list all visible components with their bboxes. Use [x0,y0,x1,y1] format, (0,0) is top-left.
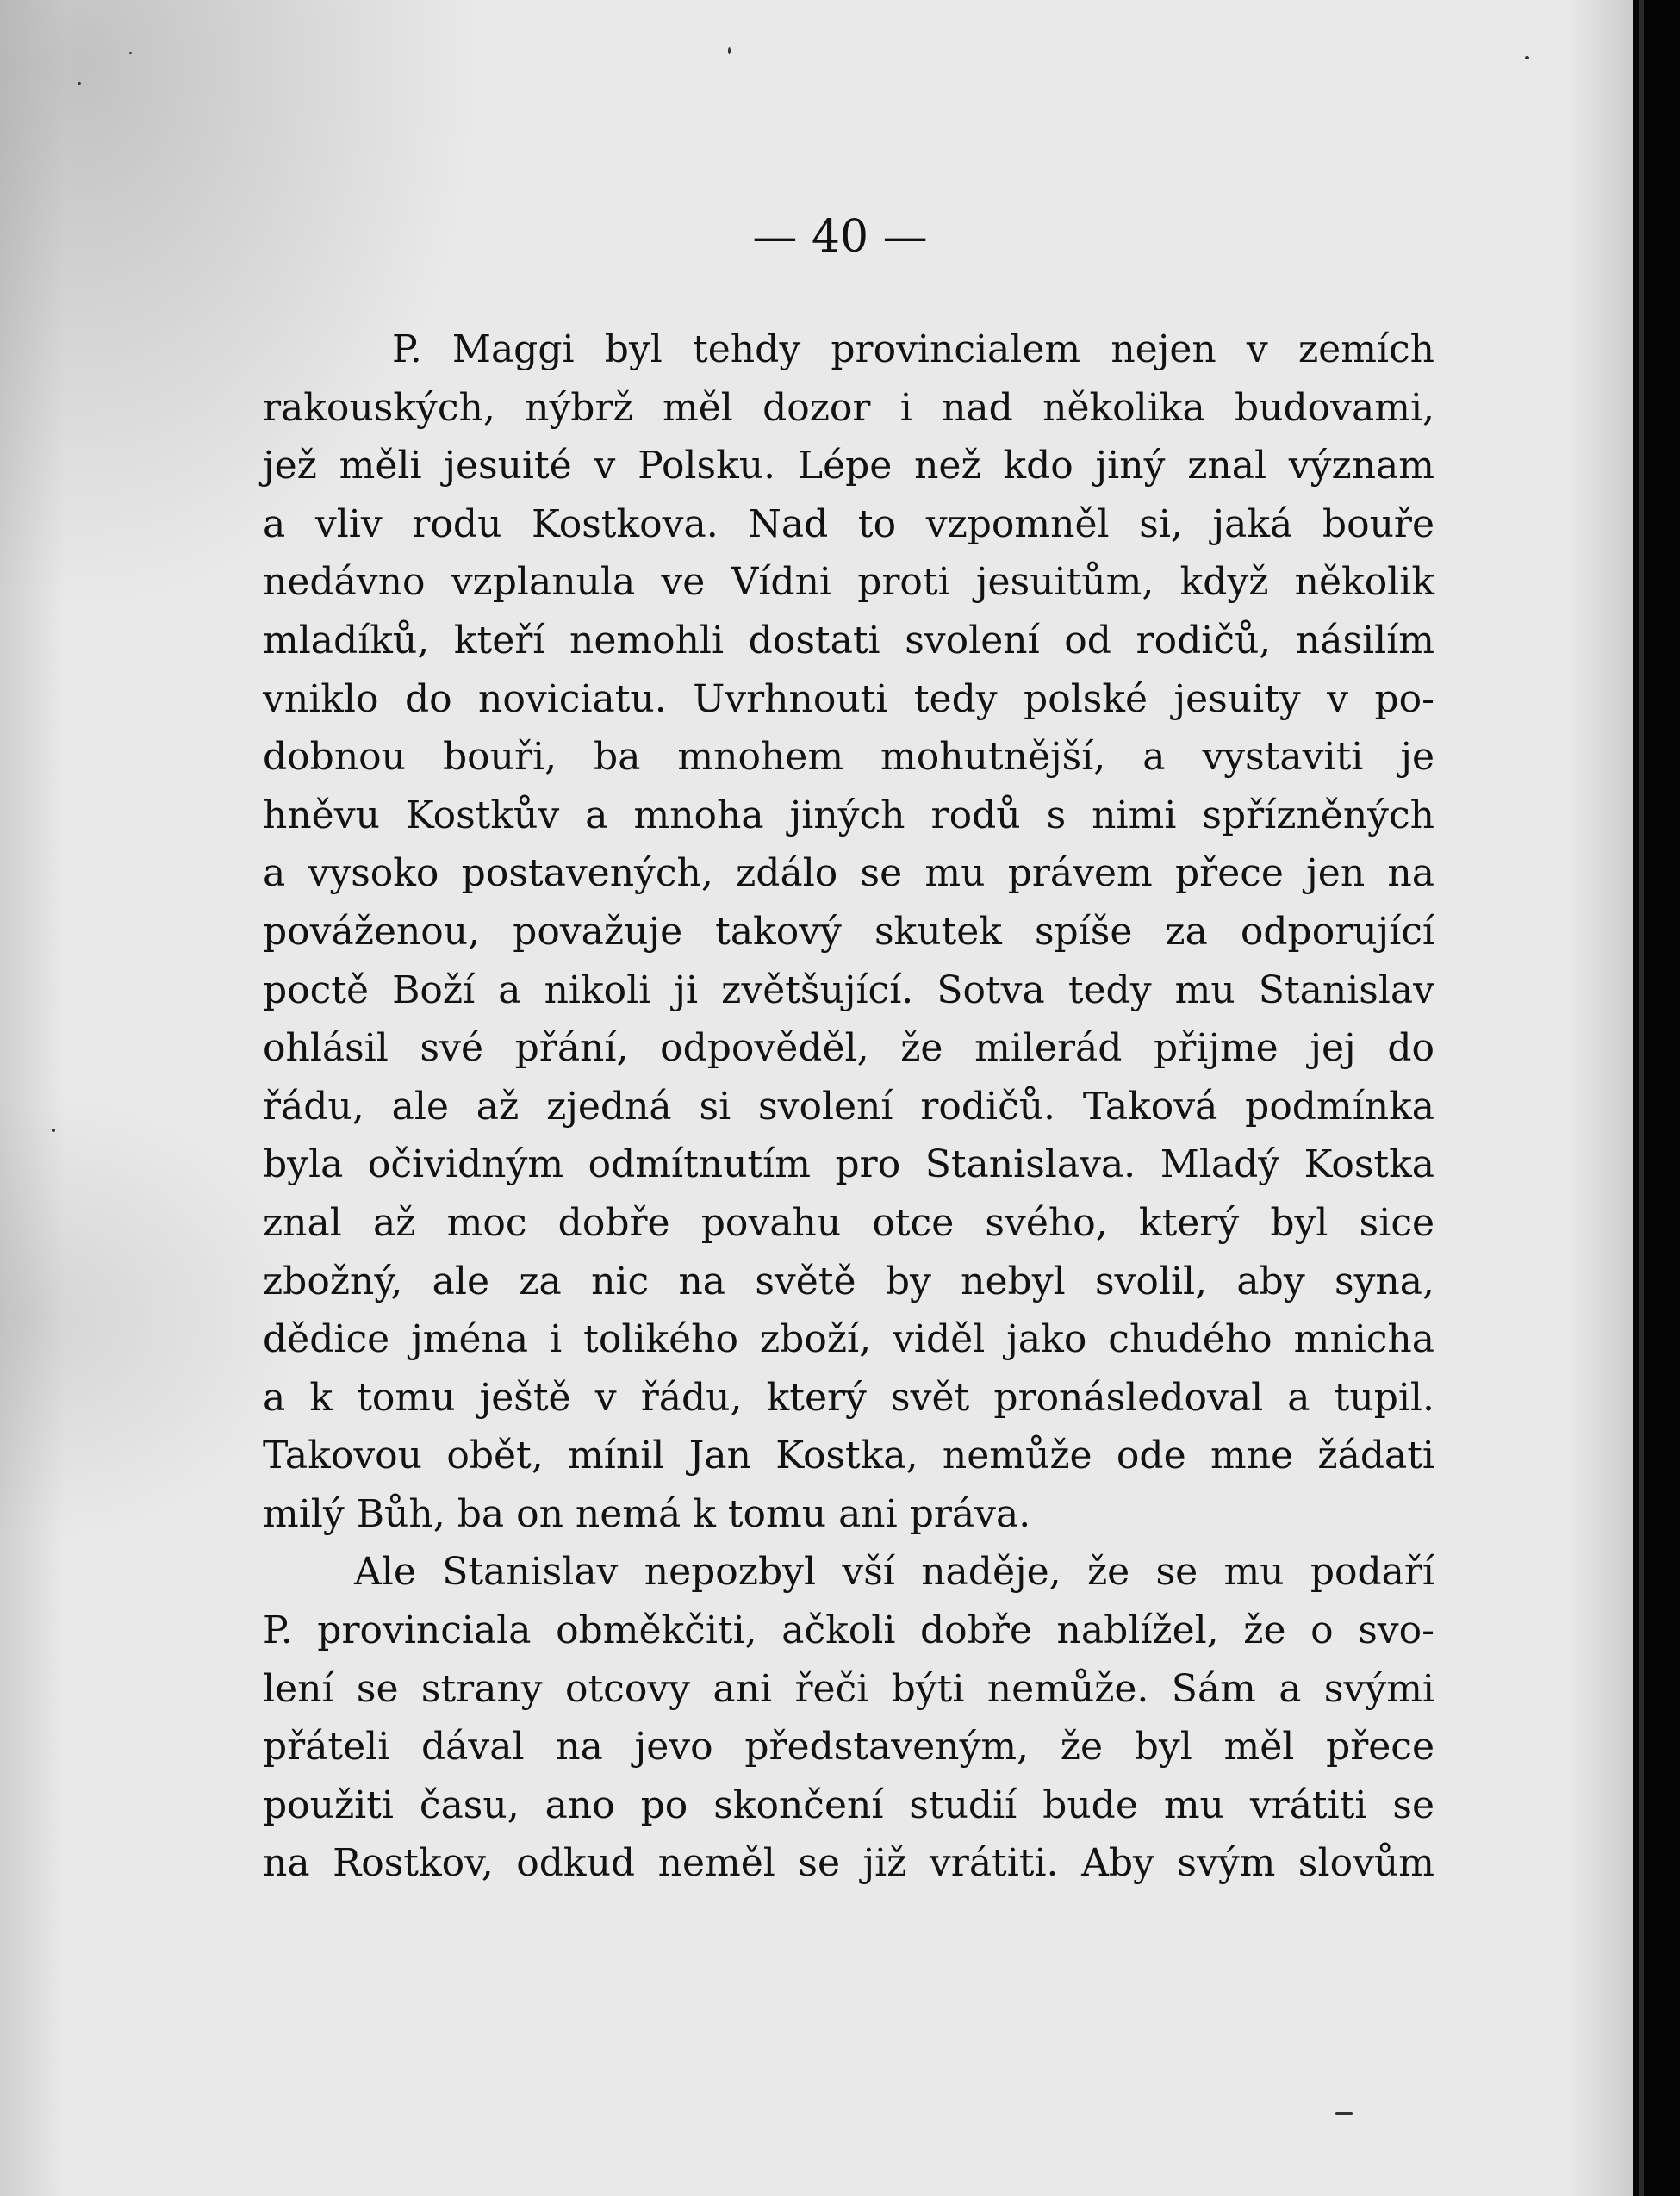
page-edge [1639,0,1644,2196]
scan-speck [1525,56,1529,59]
text-line: poctě Boží a nikoli ji zvětšující. Sotva tedy mu Stanislav [263,967,1434,1012]
text-line: řádu, ale až zjedná si svolení rodičů. Taková podmínka [263,1084,1434,1129]
text-line: ohlásil své přání, odpověděl, že milerád přijme jej do [263,1026,1434,1071]
text-line: mladíků, kteří nemohli dostati svolení od rodičů, násilím [263,618,1434,663]
text-line: přáteli dával na jevo představeným, že byl měl přece [263,1725,1434,1770]
text-line: P. provinciala obměkčiti, ačkoli dobře nablížel, že o svo- [263,1608,1434,1653]
text-line: znal až moc dobře povahu otce svého, který byl sice [263,1200,1434,1245]
text-line: lení se strany otcovy ani řeči býti nemůže. Sám a svými [263,1666,1434,1711]
scan-speck [129,52,132,54]
text-line: a vliv rodu Kostkova. Nad to vzpomněl si, jaká bouře [263,501,1434,546]
text-line: vniklo do noviciatu. Uvrhnouti tedy polské jesuity v po- [263,676,1434,721]
text-line: nedávno vzplanula ve Vídni proti jesuitům, když několik [263,560,1434,605]
text-line: rakouských, nýbrž měl dozor i nad několika budovami, [263,385,1434,430]
text-line: jež měli jesuité v Polsku. Lépe než kdo jiný znal význam [263,444,1434,488]
text-line: na Rostkov, odkud neměl se již vrátiti. Aby svým slovům [263,1841,1434,1886]
text-line: dobnou bouři, ba mnohem mohutnější, a vystaviti je [263,735,1434,780]
text-line: hněvu Kostkův a mnoha jiných rodů s nimi spřízněných [263,793,1434,837]
text-line: a vysoko postavených, zdálo se mu právem přece jen na [263,851,1434,896]
scan-speck [52,1129,55,1132]
text-line: zbožný, ale za nic na světě by nebyl svolil, aby syna, [263,1259,1434,1303]
text-line: milý Bůh, ba on nemá k tomu ani práva. [263,1491,1031,1536]
scan-speck [1335,2112,1353,2115]
scan-speck [78,82,81,85]
text-line: a k tomu ještě v řádu, který svět pronásledoval a tupil. [263,1375,1434,1420]
text-line: pováženou, považuje takový skutek spíše za odporující [263,909,1434,954]
text-line: byla očividným odmítnutím pro Stanislava. Mladý Kostka [263,1142,1434,1187]
text-line: dědice jména i tolikého zboží, viděl jako chudého mnicha [263,1317,1434,1362]
scan-speck [728,47,731,54]
text-line: P. Maggi byl tehdy provincialem nejen v zemích [392,327,1434,371]
text-line: Takovou obět, mínil Jan Kostka, nemůže ode mne žádati [263,1434,1434,1478]
body-text [263,320,1434,1893]
text-line: Ale Stanislav nepozbyl vší naděje, že se mu podaří [354,1550,1434,1595]
page-number: — 40 — [752,211,928,263]
text-line: použiti času, ano po skončení studií bude mu vrátiti se [263,1782,1434,1827]
